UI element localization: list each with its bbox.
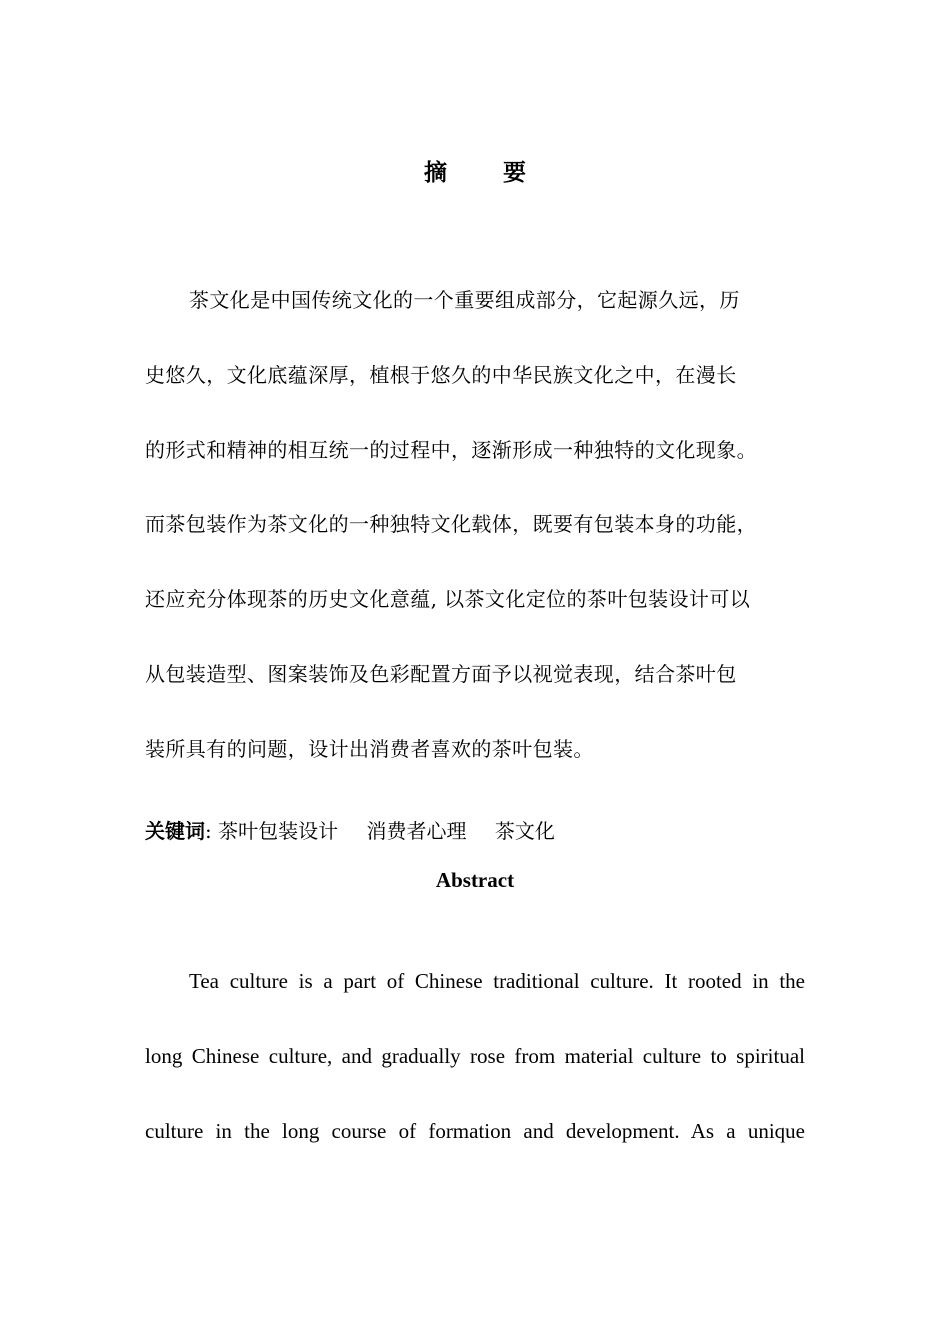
abstract-en-line-3: culture in the long course of formation and development. As a unique <box>145 1119 805 1143</box>
abstract-cn-line-5: 还应充分体现茶的历史文化意蕴, 以茶文化定位的茶叶包装设计可以 <box>145 587 751 611</box>
abstract-cn-line-1: 茶文化是中国传统文化的一个重要组成部分，它起源久远，历 <box>189 288 740 312</box>
keyword-item: 茶叶包装设计 <box>218 819 339 843</box>
keywords-separator: : <box>205 819 212 843</box>
keywords-line <box>145 817 577 845</box>
abstract-en-line-2: long Chinese culture, and gradually rose from material culture to spiritual <box>145 1044 805 1068</box>
abstract-cn-line-4: 而茶包装作为茶文化的一种独特文化载体，既要有包装本身的功能， <box>145 512 757 536</box>
keyword-item: 消费者心理 <box>366 819 467 843</box>
abstract-cn-line-6: 从包装造型、图案装饰及色彩配置方面予以视觉表现，结合茶叶包 <box>145 662 737 686</box>
abstract-title-en: Abstract <box>435 868 515 892</box>
keywords-label: 关键词 <box>145 819 205 843</box>
keyword-item: 茶文化 <box>494 819 555 843</box>
abstract-title-cn: 摘 要 <box>423 160 550 186</box>
abstract-cn-line-2: 史悠久，文化底蕴深厚，植根于悠久的中华民族文化之中，在漫长 <box>145 363 737 387</box>
abstract-cn-line-7: 装所具有的问题，设计出消费者喜欢的茶叶包装。 <box>145 737 594 761</box>
abstract-cn-line-3: 的形式和精神的相互统一的过程中，逐渐形成一种独特的文化现象。 <box>145 438 757 462</box>
abstract-en-line-1: Tea culture is a part of Chinese traditional culture. It rooted in the <box>189 969 805 993</box>
